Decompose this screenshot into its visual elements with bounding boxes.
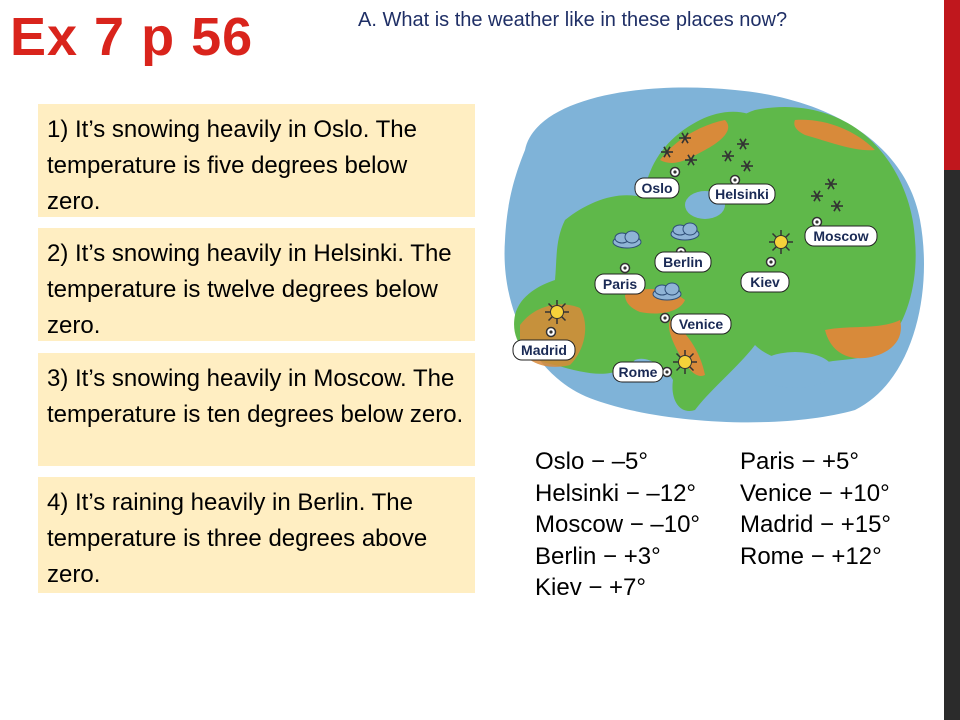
answer-card-4: 4) It’s raining heavily in Berlin. The temperature is three degrees above zero.: [38, 477, 475, 593]
europe-weather-map: [495, 80, 935, 430]
city-marker-paris: [621, 264, 630, 273]
side-accent-bar-dark: [944, 170, 960, 720]
city-marker-madrid: [547, 328, 556, 337]
city-label-berlin: [655, 252, 711, 272]
svg-text:Moscow: Moscow: [813, 228, 869, 244]
city-label-oslo: [635, 178, 679, 198]
temperature-list: [535, 446, 915, 600]
answer-card-3: 3) It’s snowing heavily in Moscow. The temperature is ten degrees below zero.: [38, 353, 475, 466]
svg-text:Rome: Rome: [618, 364, 658, 380]
city-label-helsinki: [709, 184, 775, 204]
temperature-oslo: Oslo − –5°: [535, 448, 648, 475]
city-label-kiev: [741, 272, 789, 292]
black-sea: [757, 352, 833, 388]
temperature-column-right: [740, 446, 891, 572]
temperature-moscow: Moscow − –10°: [535, 511, 701, 538]
svg-text:Oslo: Oslo: [641, 180, 673, 196]
city-label-paris: [595, 274, 645, 294]
sun-icon: [545, 300, 569, 324]
svg-text:Kiev: Kiev: [750, 274, 780, 290]
svg-text:Paris: Paris: [602, 276, 638, 292]
sun-icon: [769, 230, 793, 254]
temperature-berlin: Berlin − +3°: [535, 542, 661, 570]
temperature-madrid: Madrid − +15°: [740, 511, 892, 538]
city-marker-oslo: [671, 168, 680, 177]
svg-text:Venice: Venice: [678, 316, 724, 332]
city-marker-rome: [663, 368, 672, 377]
page-title: Ex 7 p 56: [10, 7, 254, 67]
exercise-question: A. What is the weather like in these places now?: [358, 9, 788, 31]
answer-card-1: 1) It’s snowing heavily in Oslo. The temperature is five degrees below zero.: [38, 104, 475, 217]
temperature-helsinki: Helsinki − –12°: [535, 479, 697, 507]
city-marker-moscow: [813, 218, 822, 227]
city-marker-venice: [661, 314, 670, 323]
city-label-rome: [613, 362, 663, 382]
svg-text:Helsinki: Helsinki: [715, 186, 769, 202]
city-label-moscow: [805, 226, 877, 246]
side-accent-bar-red: [944, 0, 960, 170]
svg-text:Berlin: Berlin: [663, 254, 703, 270]
city-marker-helsinki: [731, 176, 740, 185]
city-label-venice: [671, 314, 731, 334]
answer-card-2: 2) It’s snowing heavily in Helsinki. The temperature is twelve degrees below zero.: [38, 228, 475, 341]
svg-text:Madrid: Madrid: [521, 342, 567, 358]
temperature-column-left: [535, 446, 700, 600]
city-marker-kiev: [767, 258, 776, 267]
temperature-paris: Paris − +5°: [740, 448, 859, 475]
sun-icon: [673, 350, 697, 374]
temperature-venice: Venice − +10°: [740, 479, 890, 507]
temperature-rome: Rome − +12°: [740, 542, 882, 570]
temperature-kiev: Kiev − +7°: [535, 574, 646, 600]
city-label-madrid: [513, 340, 575, 360]
